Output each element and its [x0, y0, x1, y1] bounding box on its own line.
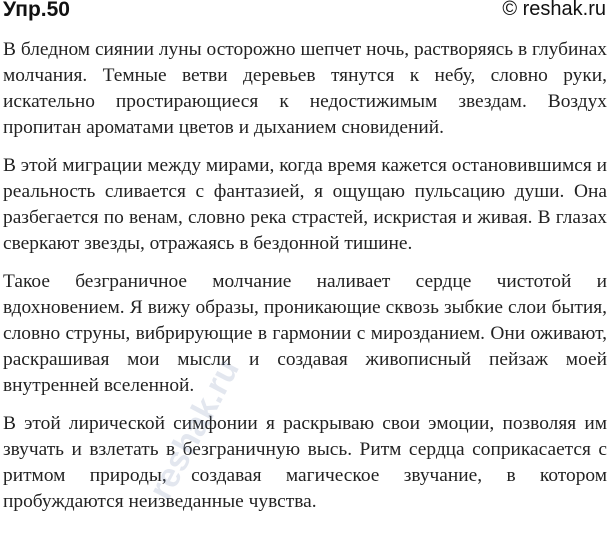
- paragraph-2: В этой миграции между мирами, когда время кажется остановившимся и реальность сливается с фантазией, я ощущаю пульсацию души. Она разбегается по венам, словно река страстей, искристая и живая. В глазах сверкают звезды, отражаясь в бездонной тишине.: [3, 155, 607, 254]
- copyright-label: © reshak.ru: [502, 0, 606, 20]
- paragraph-3: Такое безграничное молчание наливает сердце чистотой и вдохновением. Я вижу образы, проникающие сквозь зыбкие слои бытия, словно струны, вибрирующие в гармонии с мирозданием. Они оживают, раскрашивая мои мысли и создавая живописный пейзаж моей внутренней вселенной.: [3, 271, 607, 396]
- exercise-title: Упр.50: [3, 0, 70, 21]
- paragraph-4: В этой лирической симфонии я раскрываю свои эмоции, позволяя им звучать и взлетать в безграничную высь. Ритм сердца соприкасается с ритмом природы, создавая магическое звучание, в котором пробуждаются неизведанные чувства.: [3, 413, 607, 512]
- watermark-logo: [88, 352, 247, 506]
- watermark-text: reshak.ru: [141, 352, 247, 506]
- paragraph-1: В бледном сиянии луны осторожно шепчет ночь, растворяясь в глубинах молчания. Темные ветви деревьев тянутся к небу, словно руки, искательно простирающиеся к недостижимым звездам. Воздух пропитан ароматами цветов и дыханием сновидений.: [3, 39, 607, 138]
- page-header: [3, 0, 606, 26]
